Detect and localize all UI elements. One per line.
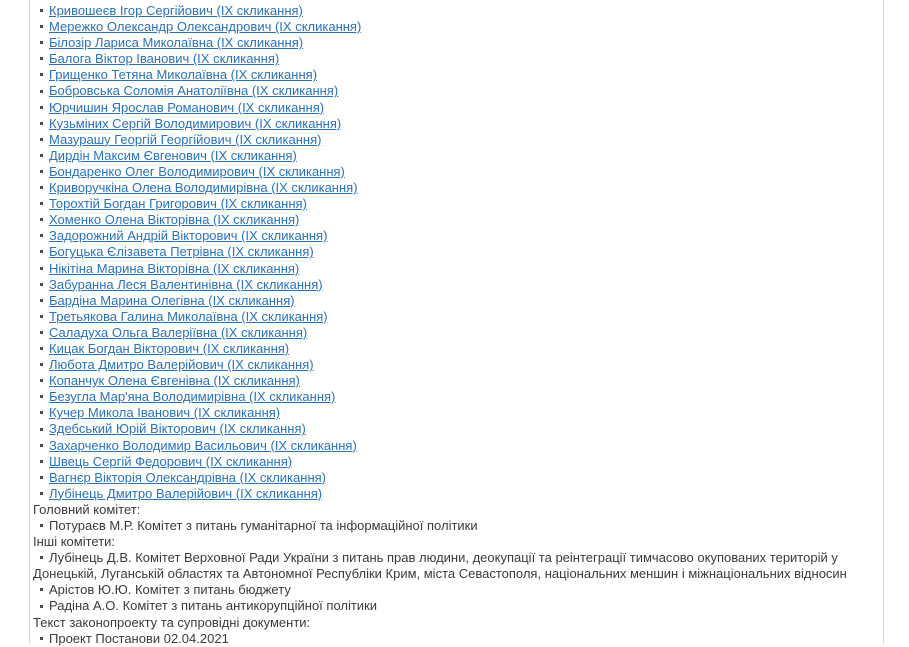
- member-list-item: [33, 196, 875, 212]
- member-link[interactable]: Богуцька Єлізавета Петрівна (ІХ скликання): [49, 244, 314, 260]
- bullet-icon: [40, 379, 43, 382]
- member-link[interactable]: Захарченко Володимир Васильович (ІХ скликання): [49, 437, 357, 453]
- bullet-icon: [40, 41, 43, 44]
- main-committee-list: [33, 518, 875, 534]
- committee-text: Лубінець Д.В. Комітет Верховної Ради України з питань прав людини, деокупації та реінтеграції тимчасово окупованих територій у Донецькій, Луганській областях та Автономної Республіки Крим, міста Севастополя, національних меншин і міжнаціональних відносин: [33, 550, 847, 582]
- member-link[interactable]: Юрчишин Ярослав Романович (ІХ скликання): [49, 99, 325, 115]
- member-link[interactable]: Білозір Лариса Миколаївна (ІХ скликання): [49, 35, 304, 51]
- member-list-item: [33, 35, 875, 51]
- member-list-item: [33, 132, 875, 148]
- member-list-item: [33, 180, 875, 196]
- member-link[interactable]: Лубінець Дмитро Валерійович (ІХ скликання): [49, 485, 323, 501]
- member-list-item: [33, 309, 875, 325]
- member-link[interactable]: Саладуха Ольга Валеріївна (ІХ скликання): [49, 324, 308, 340]
- bullet-icon: [40, 234, 43, 237]
- bill-details-panel: [29, 0, 884, 644]
- member-link[interactable]: Кучер Микола Іванович (ІХ скликання): [49, 405, 281, 421]
- member-list-item: [33, 116, 875, 132]
- bullet-icon: [40, 202, 43, 205]
- committee-text: Радіна А.О. Комітет з питань антикорупційної політики: [49, 598, 378, 614]
- member-link[interactable]: Бардіна Марина Олегівна (ІХ скликання): [49, 292, 295, 308]
- bullet-icon: [40, 90, 43, 93]
- bullet-icon: [40, 476, 43, 479]
- member-link[interactable]: Любота Дмитро Валерійович (ІХ скликання): [49, 357, 314, 373]
- bullet-icon: [40, 186, 43, 189]
- member-link[interactable]: Задорожний Андрій Вікторович (ІХ скликання): [49, 228, 328, 244]
- member-link[interactable]: Кривошеєв Ігор Сергійович (ІХ скликання): [49, 3, 303, 18]
- member-link[interactable]: Копанчук Олена Євгенівна (ІХ скликання): [49, 373, 300, 389]
- bullet-icon: [40, 138, 43, 141]
- bullet-icon: [40, 267, 43, 270]
- member-link[interactable]: Бобровська Соломія Анатоліївна (ІХ скликання): [49, 83, 339, 99]
- member-list-item: [33, 19, 875, 35]
- member-link[interactable]: Торохтій Богдан Григорович (ІХ скликання): [49, 196, 307, 212]
- member-list-item: [33, 277, 875, 293]
- member-list-item: [33, 51, 875, 67]
- members-list: [33, 3, 875, 502]
- member-link[interactable]: Криворучкіна Олена Володимирівна (ІХ скликання): [49, 180, 358, 196]
- bullet-icon: [40, 170, 43, 173]
- member-list-item: [33, 100, 875, 116]
- bullet-icon: [40, 283, 43, 286]
- member-link[interactable]: Третьякова Галина Миколаївна (ІХ скликання): [49, 308, 328, 324]
- committee-text: Потураєв М.Р. Комітет з питань гуманітарної та інформаційної політики: [49, 518, 478, 533]
- member-list-item: [33, 83, 875, 99]
- member-link[interactable]: Мережко Олександр Олександрович (ІХ скликання): [49, 19, 362, 35]
- member-link[interactable]: Швець Сергій Федорович (ІХ скликання): [49, 453, 293, 469]
- other-committees-list: [33, 550, 875, 614]
- bullet-icon: [40, 363, 43, 366]
- bullet-icon: [40, 637, 43, 640]
- bullet-icon: [40, 347, 43, 350]
- bullet-icon: [40, 299, 43, 302]
- bullet-icon: [40, 9, 43, 12]
- member-list-item: [33, 389, 875, 405]
- bullet-icon: [40, 492, 43, 495]
- bullet-icon: [40, 556, 43, 559]
- bullet-icon: [40, 73, 43, 76]
- committee-text: Арістов Ю.Ю. Комітет з питань бюджету: [49, 582, 291, 598]
- bullet-icon: [40, 122, 43, 125]
- bullet-icon: [40, 57, 43, 60]
- other-committees-label: Інші комітети:: [33, 534, 116, 550]
- bullet-icon: [40, 106, 43, 109]
- member-list-item: [33, 228, 875, 244]
- member-link[interactable]: Хоменко Олена Вікторівна (ІХ скликання): [49, 212, 300, 228]
- bullet-icon: [40, 154, 43, 157]
- member-list-item: [33, 3, 875, 19]
- member-link[interactable]: Мазурашу Георгій Георгійович (ІХ скликання): [49, 131, 322, 147]
- bullet-icon: [40, 605, 43, 608]
- member-link[interactable]: Безугла Мар'яна Володимирівна (ІХ скликання): [49, 389, 336, 405]
- member-link[interactable]: Грищенко Тетяна Миколаївна (ІХ скликання): [49, 67, 318, 83]
- bullet-icon: [40, 395, 43, 398]
- member-list-item: [33, 438, 875, 454]
- member-link[interactable]: Балога Віктор Іванович (ІХ скликання): [49, 51, 280, 67]
- main-committee-label: Головний комітет:: [33, 501, 141, 517]
- committee-list-item: [33, 518, 875, 534]
- bullet-icon: [40, 588, 43, 591]
- member-link[interactable]: Дирдін Максим Євгенович (ІХ скликання): [49, 147, 297, 163]
- member-link[interactable]: Бондаренко Олег Володимирович (ІХ скликання): [49, 163, 345, 179]
- member-list-item: [33, 148, 875, 164]
- member-list-item: [33, 212, 875, 228]
- member-list-item: [33, 486, 875, 502]
- member-list-item: [33, 261, 875, 277]
- member-list-item: [33, 470, 875, 486]
- member-list-item: [33, 357, 875, 373]
- bullet-icon: [40, 428, 43, 431]
- bullet-icon: [40, 25, 43, 28]
- member-list-item: [33, 341, 875, 357]
- bullet-icon: [40, 250, 43, 253]
- documents-label: Текст законопроекту та супровідні документи:: [33, 614, 311, 630]
- bullet-icon: [40, 524, 43, 527]
- document-text: Проект Постанови 02.04.2021: [49, 630, 229, 646]
- bullet-icon: [40, 411, 43, 414]
- member-link[interactable]: Кузьміних Сергій Володимирович (ІХ скликання): [49, 115, 342, 131]
- member-list-item: [33, 244, 875, 260]
- member-list-item: [33, 293, 875, 309]
- bullet-icon: [40, 218, 43, 221]
- member-list-item: [33, 164, 875, 180]
- bullet-icon: [40, 331, 43, 334]
- committee-list-item: [33, 550, 875, 582]
- member-list-item: [33, 454, 875, 470]
- bullet-icon: [40, 444, 43, 447]
- bullet-icon: [40, 315, 43, 318]
- member-link[interactable]: Забуранна Леся Валентинівна (ІХ скликання): [49, 276, 323, 292]
- documents-list: [33, 631, 875, 647]
- member-link[interactable]: Вагнєр Вікторія Олександрівна (ІХ скликання): [49, 469, 326, 485]
- member-list-item: [33, 67, 875, 83]
- committee-list-item: [33, 582, 875, 598]
- member-link[interactable]: Кицак Богдан Вікторович (ІХ скликання): [49, 340, 290, 356]
- member-list-item: [33, 325, 875, 341]
- document-list-item: [33, 631, 875, 647]
- member-list-item: [33, 373, 875, 389]
- member-link[interactable]: Нікітіна Марина Вікторівна (ІХ скликання): [49, 260, 300, 276]
- member-link[interactable]: Здебський Юрій Вікторович (ІХ скликання): [49, 421, 306, 437]
- member-list-item: [33, 421, 875, 437]
- member-list-item: [33, 405, 875, 421]
- bullet-icon: [40, 460, 43, 463]
- committee-list-item: [33, 598, 875, 614]
